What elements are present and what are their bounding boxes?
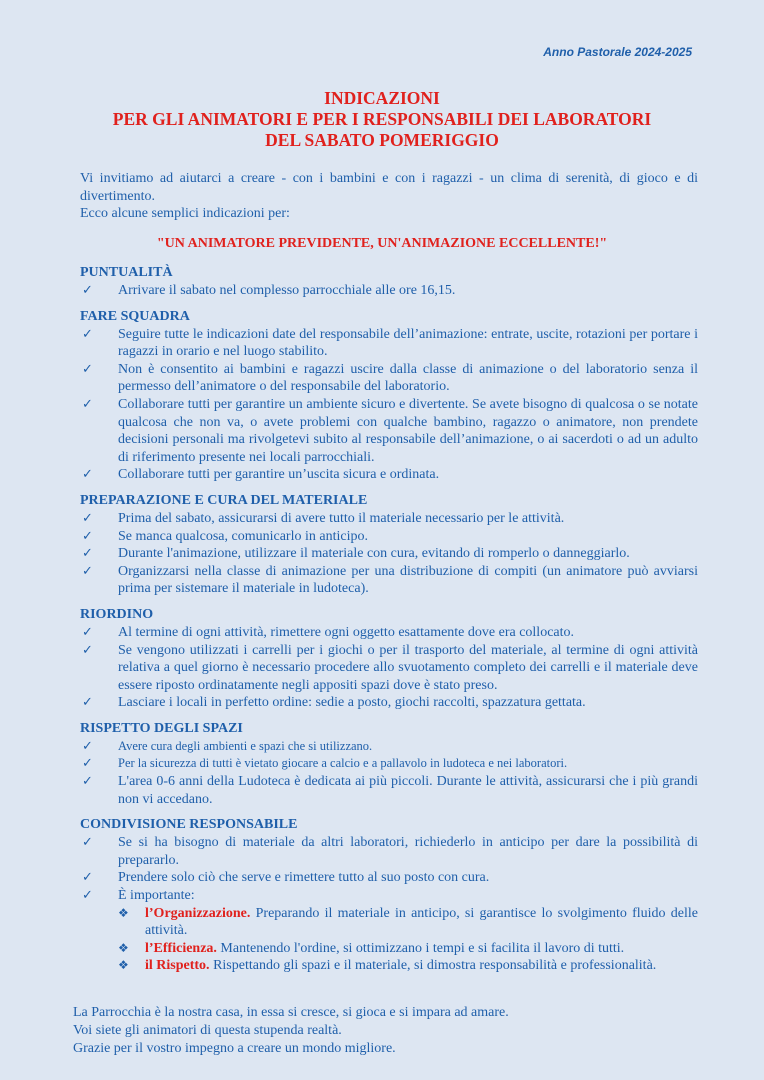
list-item <box>80 396 698 466</box>
check-icon: ✓ <box>82 563 93 579</box>
check-icon: ✓ <box>82 528 93 544</box>
value-label: l’Efficienza. <box>145 940 217 956</box>
list-item <box>80 563 698 598</box>
section-condivisione <box>80 816 698 975</box>
check-icon: ✓ <box>82 888 93 904</box>
check-icon: ✓ <box>82 467 93 483</box>
intro-paragraph: Ecco alcune semplici indicazioni per: <box>80 206 290 221</box>
check-icon: ✓ <box>82 774 93 790</box>
value-label: l’Organizzazione. <box>145 905 251 921</box>
item-text: Lasciare i locali in perfetto ordine: sedie a posto, giochi raccolti, spazzatura gettata. <box>118 695 586 711</box>
motto: "UN ANIMATORE PREVIDENTE, UN'ANIMAZIONE ECCELLENTE!" <box>156 236 608 251</box>
section-preparazione <box>80 492 698 598</box>
item-text: Al termine di ogni attività, rimettere ogni oggetto esattamente dove era collocato. <box>118 624 575 640</box>
diamond-icon: ❖ <box>118 958 129 973</box>
check-icon: ✓ <box>82 361 93 377</box>
list-item <box>80 510 698 528</box>
value-text: Mantenendo l'ordine, si ottimizzano i tempi e si facilita il lavoro di tutti. <box>216 940 625 956</box>
section-heading: PUNTUALITÀ <box>80 265 173 280</box>
item-text: Collaborare tutti per garantire un ambiente sicuro e divertente. Se avete bisogno di qualcosa o se notate qualcosa che non va, o avete problemi con qualche bambino, ragazzo o animatore, non prendete decisioni personali ma rivolgetevi subito al responsabile dell’animazione, o ai sacerdoti o ad un adulto di riferimento presente nei locali parrocchiali. <box>118 396 698 465</box>
check-icon: ✓ <box>82 510 93 526</box>
list-item <box>80 466 698 484</box>
check-icon: ✓ <box>82 870 93 886</box>
check-icon: ✓ <box>82 283 93 298</box>
list-item <box>80 738 698 756</box>
sub-list-item <box>80 905 698 940</box>
item-text: Prima del sabato, assicurarsi di avere tutto il materiale necessario per le attività. <box>118 510 565 526</box>
sub-list-item <box>80 940 698 958</box>
title-line: PER GLI ANIMATORI E PER I RESPONSABILI DEI LABORATORI <box>112 109 652 129</box>
section-puntualita <box>80 264 698 300</box>
item-text: Collaborare tutti per garantire un’uscita sicura e ordinata. <box>118 467 440 483</box>
title-line: DEL SABATO POMERIGGIO <box>265 130 499 150</box>
list-item <box>80 755 698 773</box>
closing-line: Grazie per il vostro impegno a creare un mondo migliore. <box>73 1041 396 1056</box>
list-item <box>80 624 698 642</box>
title-line: INDICAZIONI <box>324 88 440 108</box>
section-riordino <box>80 606 698 712</box>
section-rispetto-spazi <box>80 720 698 808</box>
closing-text <box>73 1004 713 1058</box>
intro-paragraph: Vi invitiamo ad aiutarci a creare - con i bambini e con i ragazzi - un clima di serenità, di gioco e di divertimento. <box>80 171 698 204</box>
item-text: Per la sicurezza di tutti è vietato giocare a calcio e a pallavolo in ludoteca e nei laboratori. <box>118 756 568 771</box>
diamond-icon: ❖ <box>118 905 129 920</box>
section-heading: FARE SQUADRA <box>80 308 190 324</box>
item-text: È importante: <box>118 888 195 904</box>
sections-container <box>80 264 698 983</box>
list-item <box>80 869 698 887</box>
list-item <box>80 545 698 563</box>
item-text: Avere cura degli ambienti e spazi che si utilizzano. <box>118 738 373 753</box>
item-text: Organizzarsi nella classe di animazione per una distribuzione di compiti (un animatore può avviarsi prima per sistemare il materiale in ludoteca). <box>118 563 698 597</box>
list-item <box>80 282 698 300</box>
check-icon: ✓ <box>82 396 93 412</box>
closing-line: Voi siete gli animatori di questa stupenda realtà. <box>73 1023 342 1038</box>
section-heading: CONDIVISIONE RESPONSABILE <box>80 817 298 833</box>
item-text: Prendere solo ciò che serve e rimettere tutto al suo posto con cura. <box>118 870 490 886</box>
list-item <box>80 528 698 546</box>
list-item <box>80 642 698 695</box>
item-text: Seguire tutte le indicazioni date del responsabile dell’animazione: entrate, uscite, rotazioni per portare i ragazzi in orario e nel luogo stabilito. <box>118 326 698 360</box>
check-icon: ✓ <box>82 756 93 772</box>
item-text: Durante l'animazione, utilizzare il materiale con cura, evitando di romperlo o danneggiarlo. <box>118 546 630 562</box>
list-item <box>80 834 698 869</box>
closing-line: La Parrocchia è la nostra casa, in essa si cresce, si gioca e si impara ad amare. <box>73 1005 509 1020</box>
diamond-icon: ❖ <box>118 940 129 955</box>
item-text: Arrivare il sabato nel complesso parrocchiale alle ore 16,15. <box>118 283 456 298</box>
item-text: Se si ha bisogno di materiale da altri laboratori, richiederlo in anticipo per dare la possibilità di prepararlo. <box>118 835 698 868</box>
check-icon: ✓ <box>82 695 93 711</box>
value-text: Rispettando gli spazi e il materiale, si dimostra responsabilità e professionalità. <box>209 958 657 974</box>
section-heading: RIORDINO <box>80 606 154 622</box>
list-item <box>80 326 698 361</box>
section-heading: RISPETTO DEGLI SPAZI <box>80 720 243 736</box>
list-item <box>80 361 698 396</box>
value-label: il Rispetto. <box>145 958 210 974</box>
sub-list-item <box>80 957 698 975</box>
pastoral-year: Anno Pastorale 2024-2025 <box>543 45 692 59</box>
section-heading: PREPARAZIONE E CURA DEL MATERIALE <box>80 492 368 508</box>
list-item <box>80 887 698 905</box>
item-text: L'area 0-6 anni della Ludoteca è dedicata ai più piccoli. Durante le attività, assicurarsi che i più grandi non vi accedano. <box>118 774 698 807</box>
item-text: Se manca qualcosa, comunicarlo in anticipo. <box>118 528 368 544</box>
item-text: Se vengono utilizzati i carrelli per i giochi o per il trasporto del materiale, al termine di ogni attività relativa a quel giorno è necessario procedere allo svuotamento completo dei carrelli e il materiale deve essere riposto ordinatamente negli appositi spazi dove è stato preso. <box>118 642 698 693</box>
check-icon: ✓ <box>82 624 93 640</box>
section-fare-squadra <box>80 308 698 484</box>
intro-text <box>80 170 698 223</box>
list-item <box>80 773 698 808</box>
check-icon: ✓ <box>82 738 93 754</box>
check-icon: ✓ <box>82 326 93 342</box>
check-icon: ✓ <box>82 835 93 851</box>
check-icon: ✓ <box>82 642 93 658</box>
value-text: Preparando il materiale in anticipo, si garantisce lo svolgimento fluido delle attività. <box>145 905 698 939</box>
check-icon: ✓ <box>82 546 93 562</box>
list-item <box>80 694 698 712</box>
document-title <box>0 88 764 151</box>
item-text: Non è consentito ai bambini e ragazzi uscire dalla classe di animazione o del laboratorio senza il permesso dell’animatore o del responsabile del laboratorio. <box>118 361 698 395</box>
